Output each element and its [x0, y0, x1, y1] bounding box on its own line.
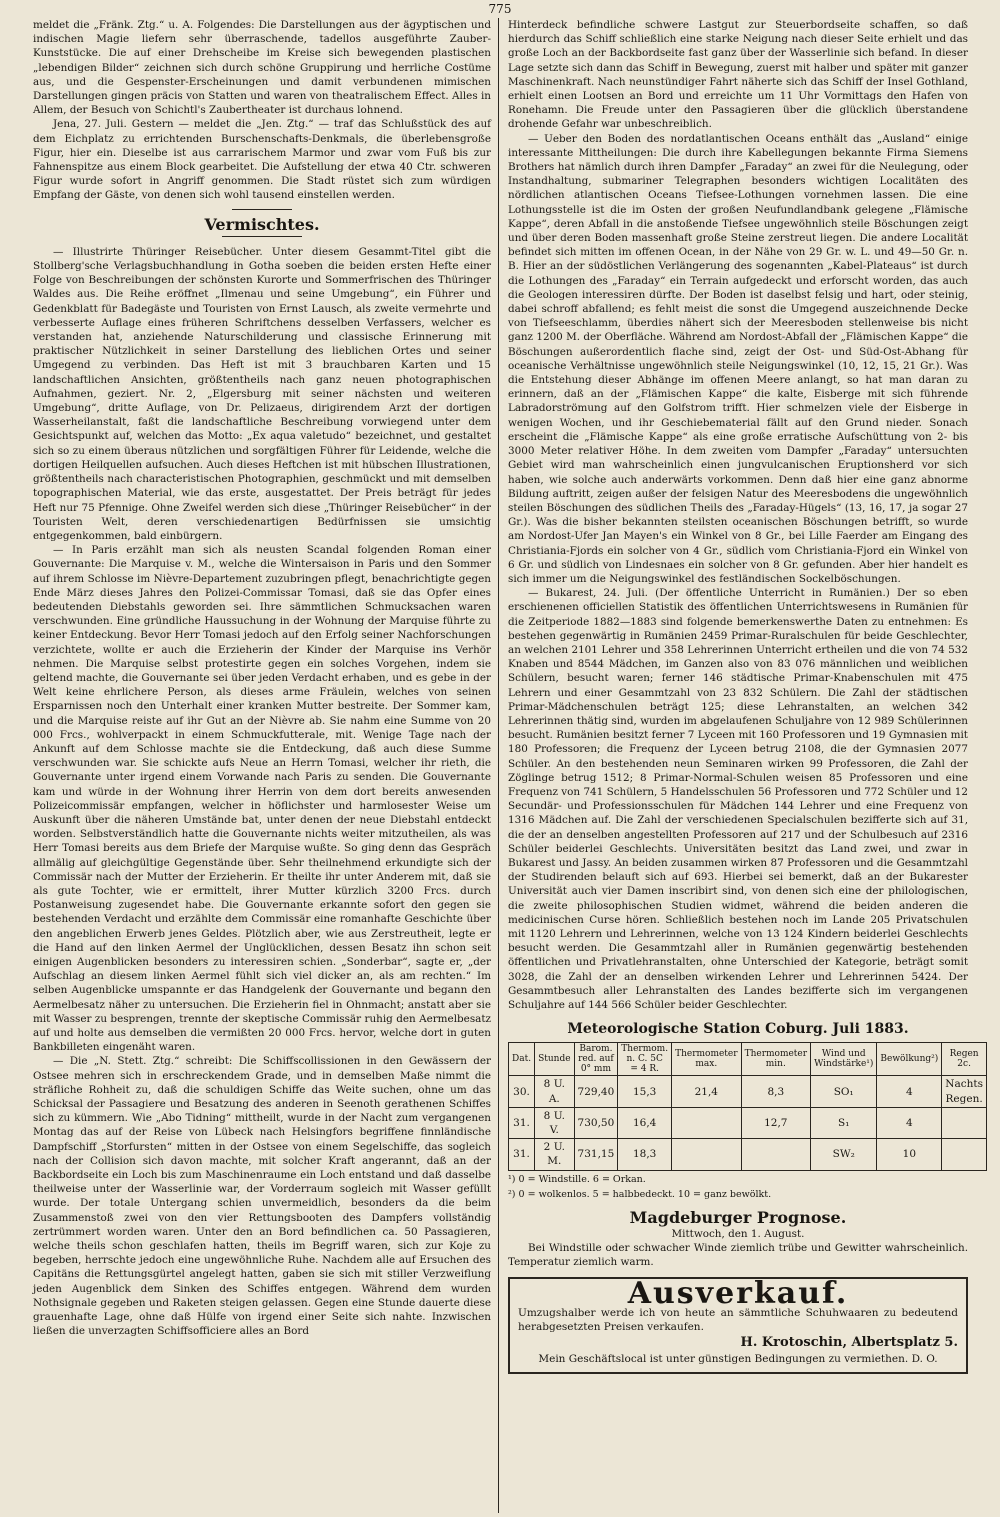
meteo-cell: 16,4	[618, 1107, 672, 1138]
meteo-cell: SW₂	[811, 1139, 877, 1170]
meteo-cell: 30.	[509, 1076, 535, 1107]
meteo-note-wind: ¹) 0 = Windstille. 6 = Orkan.	[508, 1173, 646, 1185]
meteo-cell: 4	[877, 1076, 942, 1107]
left-column	[33, 18, 491, 1338]
meteo-cell: 731,15	[574, 1139, 618, 1170]
article-schiffscollision: — Die „N. Stett. Ztg.“ schreibt: Die Schiffscollissionen in den Gewässern der Ostsee mehren sich in erschreckendem Grade, und in demselben Maße nimmt die sträfliche Rohheit zu, daß die schuldigen Schiffe das Weite suchen, ohne um das Schicksal der Passagiere und Besatzung des anderen in Seenoth gerathenen Schiffes sich zu kümmern. Wie „Abo Tidning“ mittheilt, wurde in der Nacht zum vergangenen Montag das auf der Reise von Lübeck nach Helsingfors begriffene finnländische Dampfschiff „Storfursten“ mitten in der Ostsee von einem Segelschiffe, das sogleich nach der Collision sich davon machte, mit solcher Kraft angerannt, daß an der Backbordseite ein Loch bis zum Maschinenraume ein Loch entstand und daß dasselbe theilweise unter der Wasserlinie war, der Vorderraum sogleich mit Wasser gefüllt wurde. Der totale Untergang schien unvermeidlich, besonders da die beim Zusammenstoß zwei von den vier Rettungsbooten des Dampfers vollständig zertrümmert worden waren. Unter den an Bord befindlichen ca. 50 Passagieren, welche theils schon geschlafen hatten, theils im Begriff waren, sich zur Koje zu begeben, herrschte jedoch eine ungewöhnliche Ruhe. Nachdem alle auf Ersuchen des Capitäns die Rettungsgürtel angelegt hatten, gaben sie sich mit stiller Verzweiflung jeden Augenblick dem Sinken des Schiffes entgegen. Während dem wurden Nothsignale gegeben und Raketen steigen gelassen. Gegen eine Stunde dauerte diese grauenhafte Lage, ohne daß Hülfe von irgend einer Seite sich nahte. Inzwischen ließen die unverzagten Schiffsofficiere alles an Bord	[33, 1055, 491, 1338]
meteo-header: Wind und Windstärke¹)	[811, 1043, 877, 1076]
column-divider	[498, 18, 499, 1513]
meteo-cell: 31.	[509, 1139, 535, 1170]
meteo-cell: 31.	[509, 1107, 535, 1138]
article-reisebuecher: — Illustrirte Thüringer Reisebücher. Unter diesem Gesammt-Titel gibt die Stollberg'sche Verlagsbuchhandlung in Gotha soeben die beiden ersten Hefte einer Folge von Beschreibungen der schönsten Kurorte und Sommerfrischen des Thüringer Waldes aus. Die Reihe eröffnet „Ilmenau und seine Umgebung“, ein Führer und Gedenkblatt für Badegäste und Touristen von Ernst Lausch, als zweite vermehrte und verbesserte Auflage eines früheren Schriftchens desselben Verfassers, welcher es verstanden hat, anziehende Naturschilderung und classische Erinnerung mit praktischer Nützlichkeit in seiner Darstellung des lieblichen Ortes und seiner Umgegend zu verbinden. Das Heft ist mit 3 brauchbaren Karten und 15 landschaftlichen Ansichten, größtentheils nach ganz neuen photographischen Aufnahmen, geziert. Nr. 2, „Elgersburg mit seiner nächsten und weiteren Umgebung“, dritte Auflage, von Dr. Pelizaeus, dirigirendem Arzt der dortigen Wasserheilanstalt, faßt die landschaftliche Beschreibung vorwiegend unter dem Gesichtspunkt auf, welchen das Motto: „Ex aqua valetudo“ bezeichnet, und gestaltet sich so zu einem überaus nützlichen und sorgfältigen Führer für Leidende, welche die dortigen Heilquellen aufsuchen. Auch dieses Heftchen ist mit hübschen Illustrationen, größtentheils nach characteristischen Photographien, geschmückt und mit demselben topographischen Material, wie das erste, ausgestattet. Der Preis beträgt für jedes Heft nur 75 Pfennige. Ohne Zweifel werden sich diese „Thüringer Reisebücher“ in der Touristen Welt, deren verschiedenartigen Bedürfnissen sie umsichtig entgegenkommen, bald einbürgern.	[33, 245, 491, 542]
advertisement	[508, 1277, 968, 1373]
ad-body: Umzugshalber werde ich von heute an sämmtliche Schuhwaaren zu bedeutend herabgesetzten Preisen verkaufen.	[518, 1306, 958, 1333]
meteo-table	[508, 1042, 987, 1170]
article-nordatlantik: — Ueber den Boden des nordatlantischen Oceans enthält das „Ausland“ einige interessante Mittheilungen: Die durch ihre Kabellegungen bekannte Firma Siemens Brothers hat nämlich durch ihren Dampfer „Faraday“ an zwei für die Neulegung, oder Instandhaltung, submariner Telegraphen besonders wichtigen Localitäten des nördlichen atlantischen Oceans Tiefsee-Lothungen vornehmen lassen. Die eine Lothungsstelle ist die im Osten der großen Neufundlandbank gelegene „Flämische Kappe“, deren Abfall in die anstoßende Tiefsee ungewöhnlich steile Böschungen zeigt und über deren Boden massenhaft große Steine zerstreut liegen. Die andere Localität befindet sich mitten im offenen Ocean, in der Nähe von 29 Gr. w. L. und 49—50 Gr. n. B. Hier an der südöstlichen Verlängerung des sogenannten „Kabel-Plateaus“ ist durch die Lothungen des „Faraday“ ein Terrain aufgedeckt und erforscht worden, das auch die Geologen interessiren dürfte. Der Boden ist daselbst felsig und hart, oder steinig, dabei schroff abfallend; es fehlt meist die sonst die Umgegend auszeichnende Decke von Tiefseeschlamm, überdies nähert sich der Meeresboden stellenweise bis nicht ganz 1200 M. der Oberfläche. Während am Nordost-Abfall der „Flämischen Kappe“ die Böschungen außerordentlich flache sind, zeigt der Ost- und Süd-Ost-Abhang für oceanische Verhältnisse ungewöhnlich steile Neigungswinkel (10, 12, 15, 21 Gr.). Was die Entstehung dieser Abhänge im offenen Meere anlangt, so hat man daran zu erinnern, daß an der „Flämischen Kappe“ die kalte, Eisberge mit sich führende Labradorströmung auf den Golfstrom trifft. Hier schmelzen viele der Eisberge in wenigen Wochen, und ihr Geschiebematerial fällt auf den Grund nieder. Sonach erscheint die „Flämische Kappe“ als eine große erratische Aufschüttung von 2- bis 3000 Meter relativer Höhe. In dem zweiten vom Dampfer „Faraday“ untersuchten Gebiet wird man wahrscheinlich einen jungvulcanischen Eruptionsherd vor sich haben, wie solche auch anderwärts vorkommen. Denn daß hier eine ganz abnorme Bildung auftritt, zeigen außer der felsigen Natur des Meeresbodens die ungewöhnlich steilen Böschungen des südlichen Theils des „Faraday-Hügels“ (13, 16, 17, ja sogar 27 Gr.). Was die bisher bekannten steilsten oceanischen Böschungen betrifft, so wurde am Nordost-Ufer Jan Mayen's ein Winkel von 8 Gr., bei Lille Faerder am Eingang des Christiania-Fjords ein solcher von 4 Gr., südlich vom Christiania-Fjord ein Winkel von 6 Gr. und südlich von Lindesnaes ein solcher von 8 Gr. gefunden. Aber hier handelt es sich immer um die Neigungswinkel des festländischen Sockelböschungen.	[508, 132, 968, 585]
meteo-cell: 12,7	[741, 1107, 811, 1138]
section-heading-vermischtes: Vermischtes.	[204, 214, 320, 234]
meteo-header: Bewölkung²)	[877, 1043, 942, 1076]
meteo-cell: 8,3	[741, 1076, 811, 1107]
meteo-title: Meteorologische Station Coburg. Juli 1883.	[567, 1021, 909, 1038]
page-number: 775	[488, 2, 512, 16]
meteo-header: Thermometer max.	[672, 1043, 742, 1076]
meteo-cell: 18,3	[618, 1139, 672, 1170]
meteo-cell: 10	[877, 1139, 942, 1170]
article-jena: Jena, 27. Juli. Gestern — meldet die „Jen. Ztg.“ — traf das Schlußstück des auf dem Eichplatz zu errichtenden Burschenschafts-Denkmals, die überlebensgroße Figur, hier ein. Dieselbe ist aus carrarischem Marmor und zwar vom Fuß bis zur Fahnenspitze aus einem Block gearbeitet. Die Aufstellung der etwa 40 Ctr. schweren Figur wurde sofort in Angriff genommen. Die Stadt rüstet sich zum würdigen Empfang der Gäste, von denen sich wohl tausend einstellen werden.	[33, 118, 491, 202]
meteo-cell: 21,4	[672, 1076, 742, 1107]
meteo-header-row	[509, 1043, 987, 1076]
right-column	[508, 18, 983, 1374]
meteo-note-cloud: ²) 0 = wolkenlos. 5 = halbbedeckt. 10 = ganz bewölkt.	[508, 1188, 772, 1200]
meteo-cell	[741, 1139, 811, 1170]
meteo-cell: 8 U. V.	[535, 1107, 574, 1138]
meteo-cell: 4	[877, 1107, 942, 1138]
meteo-cell: 15,3	[618, 1076, 672, 1107]
meteo-cell: 8 U. A.	[535, 1076, 574, 1107]
article-paris-gouvernante: — In Paris erzählt man sich als neusten Scandal folgenden Roman einer Gouvernante: Die Marquise v. M., welche die Wintersaison in Paris und den Sommer auf ihrem Schlosse im Nièvre-Departement zuzubringen pflegt, benachrichtigte gegen Ende März dieses Jahres den Polizei-Commissar Tomasi, daß sie das Opfer eines bedeutenden Diebstahls geworden sei. Ihre sämmtlichen Schmucksachen waren verschwunden. Eine gründliche Haussuchung in der Wohnung der Marquise führte zu keiner Entdeckung. Bevor Herr Tomasi jedoch auf den Erfolg seiner Nachforschungen verzichtete, wollte er auch die Erzieherin der Kinder der Marquise ins Verhör nehmen. Die Marquise selbst protestirte gegen ein solches Vorgehen, indem sie geltend machte, die Gouvernante sei über jeden Verdacht erhaben, und es gebe in der Welt keine ehrlichere Person, als dieses arme Fräulein, welches von seinen Ersparnissen noch den Unterhalt einer kranken Mutter bestreite. Der Sommer kam, und die Marquise reiste auf ihr Gut an der Nièvre ab. Sie nahm eine Summe von 20 000 Frcs., wohlverpackt in einem Schmuckfutterale, mit. Wenige Tage nach der Ankunft auf dem Schlosse machte sie die Entdeckung, daß auch diese Summe verschwunden war. Sie schickte aufs Neue an Herrn Tomasi, welcher ihr rieth, die Gouvernante unter irgend einem Vorwande nach Paris zu senden. Die Gouvernante kam und würde in der Wohnung ihrer Herrin von dem dort bereits anwesenden Polizeicommissär empfangen, welcher in höflichster und harmlosester Weise um Auskunft über die näheren Umstände bat, unter denen der neue Diebstahl entdeckt worden. Selbstverständlich hatte die Gouvernante nichts weiter mitzutheilen, als was Herr Tomasi bereits aus dem Briefe der Marquise wußte. So ging denn das Gespräch allmälig auf gleichgültige Gegenstände über. Sehr theilnehmend erkundigte sich der Commissär nach der Mutter der Erzieherin. Er theilte ihr unter Anderem mit, daß sie als gute Tochter, wie er ermittelt, ihrer Mutter kürzlich 3200 Frcs. durch Postanweisung zugesendet habe. Die Gouvernante erkannte sofort den gegen sie bestehenden Verdacht und erzählte dem Commissär eine romanhafte Geschichte über den angeblichen Erwerb jenes Geldes. Plötzlich aber, wie aus Zerstreutheit, legte er die Hand auf den linken Aermel der Unglücklichen, dessen Besatz ihn schon seit einigen Augenblicken besonders zu interessiren schien. „Sonderbar“, sagte er, „der Aufschlag an diesem linken Aermel fühlt sich viel dicker an, als am rechten.“ Im selben Augenblicke umspannte er das Handgelenk der Gouvernante und begann den Aermelbesatz näher zu untersuchen. Die Erzieherin fiel in Ohnmacht; anstatt aber sie mit Wasser zu besprengen, trennte der skeptische Commissär ruhig den Aermelbesatz auf und holte aus demselben die vermißten 20 000 Frcs. hervor, welche dort in guten Bankbilleten eingenäht waren.	[33, 544, 491, 1054]
meteo-cell	[942, 1139, 987, 1170]
prognose-title: Magdeburger Prognose.	[629, 1207, 847, 1227]
prognose-text: Bei Windstille oder schwacher Winde ziemlich trübe und Gewitter wahrscheinlich. Temperatur ziemlich warm.	[508, 1242, 968, 1269]
article-schiffscollision-cont: Hinterdeck befindliche schwere Lastgut zur Steuerbordseite schaffen, so daß hierdurch das Schiff schließlich eine starke Neigung nach dieser Seite erhielt und das große Loch an der Backbordseite fast ganz über der Wasserlinie sich befand. In dieser Lage setzte sich dann das Schiff in Bewegung, zuerst mit halber und später mit ganzer Maschinenkraft. Nach neunstündiger Fahrt näherte sich das Schiff der Insel Gothland, erhielt einen Lootsen an Bord und erreichte um 11 Uhr Vormittags den Hafen von Ronehamn. Die Freude unter den Passagieren über die glücklich überstandene drohende Gefahr war unbeschreiblich.	[508, 19, 968, 131]
meteo-cell	[942, 1107, 987, 1138]
meteo-header: Thermometer min.	[741, 1043, 811, 1076]
meteo-cell: 729,40	[574, 1076, 618, 1107]
meteo-cell: Nachts Regen.	[942, 1076, 987, 1107]
meteo-header: Thermom. n. C. 5C = 4 R.	[618, 1043, 672, 1076]
meteo-cell: 2 U. M.	[535, 1139, 574, 1170]
meteo-cell: 730,50	[574, 1107, 618, 1138]
article-zaubertheater: meldet die „Fränk. Ztg.“ u. A. Folgendes: Die Darstellungen aus der ägyptischen und indischen Magie liefern sehr überraschende, tadellos ausgeführte Zauber-Kunststücke. Die auf einer Drehscheibe im Kreise sich bewegenden plastischen „lebendigen Bilder“ zeichnen sich durch schöne Gruppirung und herrliche Costüme aus, und die Gespenster-Erscheinungen und damit verbundenen mimischen Darstellungen gingen präcis von Statten und waren von theatralischem Effect. Alles in Allem, der Besuch von Schichtl's Zaubertheater ist durchaus lohnend.	[33, 19, 491, 117]
ad-title: Ausverkauf.	[627, 1276, 849, 1312]
meteo-header: Stunde	[535, 1043, 574, 1076]
table-row	[509, 1107, 987, 1138]
section-divider	[232, 209, 292, 210]
meteo-header: Regen 2c.	[942, 1043, 987, 1076]
meteo-header: Barom. red. auf 0° mm	[574, 1043, 618, 1076]
table-row	[509, 1139, 987, 1170]
meteo-cell	[672, 1107, 742, 1138]
prognose-date: Mittwoch, den 1. August.	[671, 1227, 805, 1240]
ad-footer: Mein Geschäftslocal ist unter günstigen Bedingungen zu vermiethen. D. O.	[538, 1352, 938, 1365]
ad-merchant: H. Krotoschin, Albertsplatz 5.	[740, 1334, 958, 1350]
meteo-header: Dat.	[509, 1043, 535, 1076]
table-row	[509, 1076, 987, 1107]
meteo-cell: SO₁	[811, 1076, 877, 1107]
meteo-cell	[672, 1139, 742, 1170]
meteo-cell: S₁	[811, 1107, 877, 1138]
heading-underline	[222, 236, 302, 237]
article-bukarest: — Bukarest, 24. Juli. (Der öffentliche Unterricht in Rumänien.) Der so eben erschienenen officiellen Statistik des öffentlichen Unterrichtswesens in Rumänien für die Zeitperiode 1882—1883 sind folgende bemerkenswerthe Daten zu entnehmen: Es bestehen gegenwärtig in Rumänien 2459 Primar-Ruralschulen für beide Geschlechter, an welchen 2101 Lehrer und 358 Lehrerinnen Unterricht ertheilen und die von 74 532 Knaben und 8544 Mädchen, im Ganzen also von 83 076 männlichen und weiblichen Schülern, besucht waren; ferner 146 städtische Primar-Knabenschulen mit 475 Lehrern und einer Gesammtzahl von 23 832 Schülern. Die Zahl der städtischen Primar-Mädchenschulen beträgt 125; diese Lehranstalten, an welchen 342 Lehrerinnen thätig sind, wurden im abgelaufenen Schuljahre von 12 989 Schülerinnen besucht. Rumänien besitzt ferner 7 Lyceen mit 160 Professoren und 19 Gymnasien mit 180 Professoren; die Frequenz der Lyceen betrug 2108, die der Gymnasien 2077 Schüler. An den bestehenden neun Seminaren wirken 99 Professoren, die Zahl der Zöglinge betrug 1512; 8 Primar-Normal-Schulen weisen 85 Professoren und eine Frequenz von 741 Schülern, 5 Handelsschulen 56 Professoren und 772 Schüler und 12 Secundär- und Professionsschulen für Mädchen 144 Lehrer und eine Frequenz von 1316 Mädchen auf. Die Zahl der verschiedenen Specialschulen bezifferte sich auf 31, die der an denselben angestellten Professoren auf 217 und der Schulbesuch auf 2316 Schüler beiderlei Geschlechts. Universitäten besitzt das Land zwei, und zwar in Bukarest und Jassy. An beiden zusammen wirken 87 Professoren und die Gesammtzahl der Studirenden belauft sich auf 693. Hierbei sei bemerkt, daß an der Bukarester Universität auch vier Damen inscribirt sind, von denen sich eine der philologischen, die zweite philosophischen Studien widmet, während die beiden anderen die medicinischen Curse hören. Schließlich bestehen noch im Lande 205 Privatschulen mit 1120 Lehrern und Lehrerinnen, welche von 13 124 Kindern beiderlei Geschlechts besucht werden. Die Gesammtzahl aller in Rumänien gegenwärtig bestehenden öffentlichen und Privatlehranstalten, ohne Unterschied der Kategorie, beträgt somit 3028, die Zahl der an denselben wirkenden Lehrer und Lehrerinnen 5424. Der Gesammtbesuch aller Lehranstalten des Landes bezifferte sich im vergangenen Schuljahre auf 144 566 Schüler beider Geschlechter.	[508, 587, 968, 1012]
